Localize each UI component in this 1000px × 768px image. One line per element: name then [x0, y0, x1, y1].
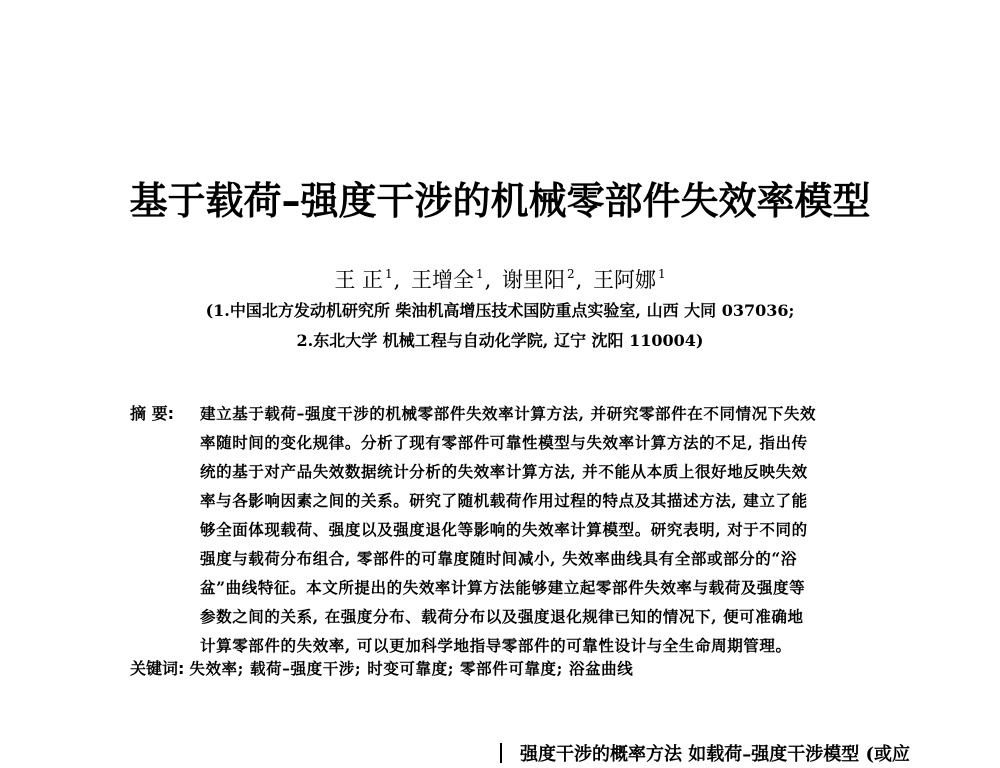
abstract-line: 计算零部件的失效率, 可以更加科学地指导零部件的可靠性设计与全生命周期管理。 — [200, 636, 792, 655]
author-separator: , — [484, 268, 492, 292]
abstract-line: 建立基于载荷–强度干涉的机械零部件失效率计算方法, 并研究零部件在不同情况下失效 — [200, 404, 817, 423]
author — [334, 259, 392, 295]
author-affil-mark: 1 — [476, 267, 484, 281]
column-rule — [500, 743, 502, 763]
keywords-block — [130, 654, 900, 684]
body-text-fragment — [500, 742, 1000, 768]
keywords-label: 关键词: — [130, 659, 185, 678]
author — [502, 259, 575, 295]
author-list — [0, 259, 1000, 295]
author-affil-mark: 2 — [567, 267, 575, 281]
abstract-label: 摘 要: — [130, 404, 174, 423]
author-name: 王阿娜 — [593, 268, 657, 292]
author-name: 王增全 — [411, 268, 475, 292]
author-affil-mark: 1 — [385, 267, 393, 281]
abstract-line: 率随时间的变化规律。分析了现有零部件可靠性模型与失效率计算方法的不足, 指出传 — [200, 433, 808, 452]
abstract-line: 强度与载荷分布组合, 零部件的可靠度随时间减小, 失效率曲线具有全部或部分的“浴 — [200, 549, 798, 568]
author-separator: , — [575, 268, 583, 292]
author-separator: , — [393, 268, 401, 292]
author-name: 王 正 — [334, 268, 383, 292]
affiliation-line: (1.中国北方发动机研究所 柴油机高增压技术国防重点实验室, 山西 大同 037036; — [205, 301, 795, 320]
abstract-line: 统的基于对产品失效数据统计分析的失效率计算方法, 并不能从本质上很好地反映失效 — [200, 462, 808, 481]
abstract-line: 盆”曲线特征。本文所提出的失效率计算方法能够建立起零部件失效率与载荷及强度等 — [200, 578, 806, 597]
abstract-block — [130, 399, 900, 660]
abstract-line: 够全面体现载荷、强度以及强度退化等影响的失效率计算模型。研究表明, 对于不同的 — [200, 520, 808, 539]
author-affil-mark: 1 — [658, 267, 666, 281]
body-text-line: 强度干涉的概率方法 如载荷–强度干涉模型 (或应 — [520, 744, 911, 765]
affiliation-line: 2.东北大学 机械工程与自动化学院, 辽宁 沈阳 110004) — [296, 331, 704, 350]
paper-title: 基于载荷–强度干涉的机械零部件失效率模型 — [129, 179, 871, 223]
abstract-line: 参数之间的关系, 在强度分布、载荷分布以及强度退化规律已知的情况下, 便可准确地 — [200, 607, 804, 626]
author — [593, 259, 666, 295]
abstract-line: 率与各影响因素之间的关系。研究了随机载荷作用过程的特点及其描述方法, 建立了能 — [200, 491, 808, 510]
keywords-text: 失效率; 载荷–强度干涉; 时变可靠度; 零部件可靠度; 浴盆曲线 — [189, 659, 634, 678]
author — [411, 259, 484, 295]
author-name: 谢里阳 — [502, 268, 566, 292]
abstract-body — [200, 399, 900, 660]
